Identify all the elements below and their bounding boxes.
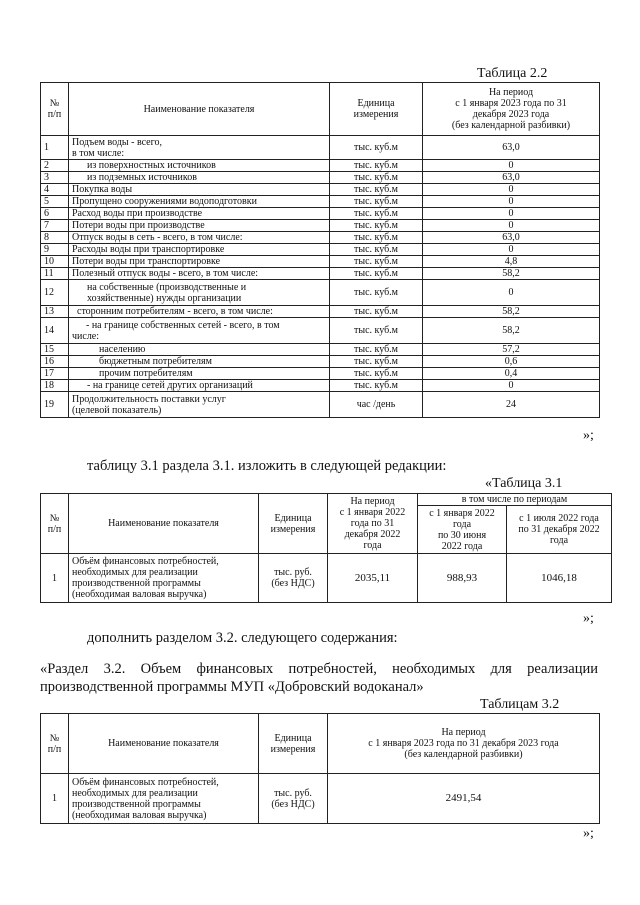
table-row — [41, 392, 600, 418]
header-number: № п/п — [41, 83, 69, 136]
table-row — [41, 268, 600, 280]
row-name: на собственные (производственные и хозяйственные) нужды организации — [69, 280, 330, 306]
table-3-1 — [40, 493, 612, 603]
row-first-half: 988,93 — [418, 554, 507, 603]
table-3-2-closing: »; — [583, 826, 594, 841]
row-number: 6 — [41, 208, 69, 220]
row-unit: тыс. куб.м — [330, 220, 423, 232]
table-2-2-caption: Таблица 2.2 — [477, 66, 548, 81]
row-value: 0 — [423, 196, 600, 208]
row-unit: тыс. куб.м — [330, 184, 423, 196]
table-row — [41, 280, 600, 306]
row-unit: тыс. руб. (без НДС) — [259, 554, 328, 603]
row-number: 7 — [41, 220, 69, 232]
row-number: 13 — [41, 306, 69, 318]
header-period: На период с 1 января 2022 года по 31 декабря 2022 года — [328, 494, 418, 554]
row-value: 0 — [423, 244, 600, 256]
row-name: Пропущено сооружениями водоподготовки — [69, 196, 330, 208]
header-number: № п/п — [41, 494, 69, 554]
row-number: 2 — [41, 160, 69, 172]
row-unit: тыс. куб.м — [330, 136, 423, 160]
row-name: Расход воды при производстве — [69, 208, 330, 220]
table-row — [41, 774, 600, 824]
row-value: 0 — [423, 160, 600, 172]
row-unit: тыс. куб.м — [330, 232, 423, 244]
row-name: Потери воды при транспортировке — [69, 256, 330, 268]
row-number: 18 — [41, 380, 69, 392]
row-value: 0 — [423, 280, 600, 306]
row-name: Подъем воды - всего, в том числе: — [69, 136, 330, 160]
paragraph-table-3-1-intro: таблицу 3.1 раздела 3.1. изложить в следующей редакции: — [87, 458, 447, 474]
row-number: 17 — [41, 368, 69, 380]
row-name: Отпуск воды в сеть - всего, в том числе: — [69, 232, 330, 244]
header-number: № п/п — [41, 714, 69, 774]
header-second-half: с 1 июля 2022 года по 31 декабря 2022 года — [507, 506, 612, 554]
header-indicator: Наименование показателя — [69, 714, 259, 774]
table-2-2-closing: »; — [583, 428, 594, 443]
table-3-1-closing: »; — [583, 611, 594, 626]
row-value: 0,4 — [423, 368, 600, 380]
row-number: 15 — [41, 344, 69, 356]
section-3-2-heading-line-1: «Раздел 3.2. Объем финансовых потребностей, необходимых для реализации — [40, 661, 598, 677]
row-unit: тыс. куб.м — [330, 306, 423, 318]
header-unit: Единица измерения — [259, 494, 328, 554]
row-name: - на границе сетей других организаций — [69, 380, 330, 392]
row-unit: тыс. куб.м — [330, 196, 423, 208]
row-name: сторонним потребителям - всего, в том числе: — [69, 306, 330, 318]
row-name: Потери воды при производстве — [69, 220, 330, 232]
row-number: 1 — [41, 774, 69, 824]
row-number: 1 — [41, 136, 69, 160]
row-unit: тыс. куб.м — [330, 318, 423, 344]
table-3-2-caption: Таблицам 3.2 — [480, 697, 560, 712]
row-number: 9 — [41, 244, 69, 256]
row-unit: тыс. куб.м — [330, 256, 423, 268]
row-value: 63,0 — [423, 172, 600, 184]
table-row — [41, 196, 600, 208]
row-number: 3 — [41, 172, 69, 184]
table-row — [41, 160, 600, 172]
row-number: 10 — [41, 256, 69, 268]
row-unit: тыс. куб.м — [330, 356, 423, 368]
row-number: 8 — [41, 232, 69, 244]
header-first-half: с 1 января 2022 года по 30 июня 2022 года — [418, 506, 507, 554]
row-unit: тыс. куб.м — [330, 160, 423, 172]
table-row — [41, 244, 600, 256]
row-unit: тыс. куб.м — [330, 208, 423, 220]
row-name: Покупка воды — [69, 184, 330, 196]
row-value: 24 — [423, 392, 600, 418]
row-unit: тыс. куб.м — [330, 280, 423, 306]
table-row — [41, 136, 600, 160]
header-period: На период с 1 января 2023 года по 31 декабря 2023 года (без календарной разбивки) — [423, 83, 600, 136]
header-unit: Единица измерения — [330, 83, 423, 136]
table-row — [41, 306, 600, 318]
row-name: прочим потребителям — [69, 368, 330, 380]
row-number: 14 — [41, 318, 69, 344]
table-row — [41, 172, 600, 184]
row-total: 2035,11 — [328, 554, 418, 603]
row-value: 63,0 — [423, 232, 600, 244]
row-name-text: - на границе собственных сетей - всего, в том числе: — [72, 319, 280, 342]
row-unit: тыс. куб.м — [330, 380, 423, 392]
table-row — [41, 208, 600, 220]
row-value: 0 — [423, 208, 600, 220]
row-value: 0,6 — [423, 356, 600, 368]
table-row — [41, 256, 600, 268]
header-indicator: Наименование показателя — [69, 494, 259, 554]
row-value: 58,2 — [423, 306, 600, 318]
row-unit: тыс. куб.м — [330, 268, 423, 280]
row-name: населению — [69, 344, 330, 356]
row-number: 19 — [41, 392, 69, 418]
header-period: На период с 1 января 2023 года по 31 декабря 2023 года (без календарной разбивки) — [328, 714, 600, 774]
row-value: 4,8 — [423, 256, 600, 268]
row-name: из подземных источников — [69, 172, 330, 184]
table-row — [41, 344, 600, 356]
row-value: 0 — [423, 380, 600, 392]
row-name: Полезный отпуск воды - всего, в том числе: — [69, 268, 330, 280]
table-row — [41, 318, 600, 344]
paragraph-section-3-2-intro: дополнить разделом 3.2. следующего содержания: — [87, 630, 398, 646]
row-name: Продолжительность поставки услуг (целевой показатель) — [69, 392, 330, 418]
row-unit: час /день — [330, 392, 423, 418]
table-2-2 — [40, 82, 600, 418]
row-second-half: 1046,18 — [507, 554, 612, 603]
row-number: 12 — [41, 280, 69, 306]
row-name: из поверхностных источников — [69, 160, 330, 172]
table-row — [41, 220, 600, 232]
header-by-periods: в том числе по периодам — [418, 494, 612, 506]
header-unit: Единица измерения — [259, 714, 328, 774]
row-unit: тыс. руб. (без НДС) — [259, 774, 328, 824]
row-number: 11 — [41, 268, 69, 280]
table-row — [41, 380, 600, 392]
row-value: 58,2 — [423, 268, 600, 280]
row-value: 58,2 — [423, 318, 600, 344]
row-number: 16 — [41, 356, 69, 368]
section-3-2-heading-line-2: производственной программы МУП «Добровский водоканал» — [40, 679, 424, 695]
row-name: Расходы воды при транспортировке — [69, 244, 330, 256]
row-name: бюджетным потребителям — [69, 356, 330, 368]
row-name — [69, 318, 330, 344]
table-row — [41, 368, 600, 380]
table-row — [41, 232, 600, 244]
row-value: 0 — [423, 184, 600, 196]
row-value: 63,0 — [423, 136, 600, 160]
row-value: 57,2 — [423, 344, 600, 356]
row-number: 4 — [41, 184, 69, 196]
row-value: 0 — [423, 220, 600, 232]
row-unit: тыс. куб.м — [330, 172, 423, 184]
header-indicator: Наименование показателя — [69, 83, 330, 136]
table-row — [41, 184, 600, 196]
row-unit: тыс. куб.м — [330, 368, 423, 380]
row-name: Объём финансовых потребностей, необходимых для реализации производственной программы (необходимая валовая выручка) — [69, 554, 259, 603]
row-unit: тыс. куб.м — [330, 244, 423, 256]
table-row — [41, 554, 612, 603]
row-number: 5 — [41, 196, 69, 208]
row-number: 1 — [41, 554, 69, 603]
table-row — [41, 356, 600, 368]
table-3-1-caption: «Таблица 3.1 — [485, 476, 563, 491]
table-3-2 — [40, 713, 600, 824]
row-unit: тыс. куб.м — [330, 344, 423, 356]
row-value: 2491,54 — [328, 774, 600, 824]
row-name: Объём финансовых потребностей, необходимых для реализации производственной программы (необходимая валовая выручка) — [69, 774, 259, 824]
